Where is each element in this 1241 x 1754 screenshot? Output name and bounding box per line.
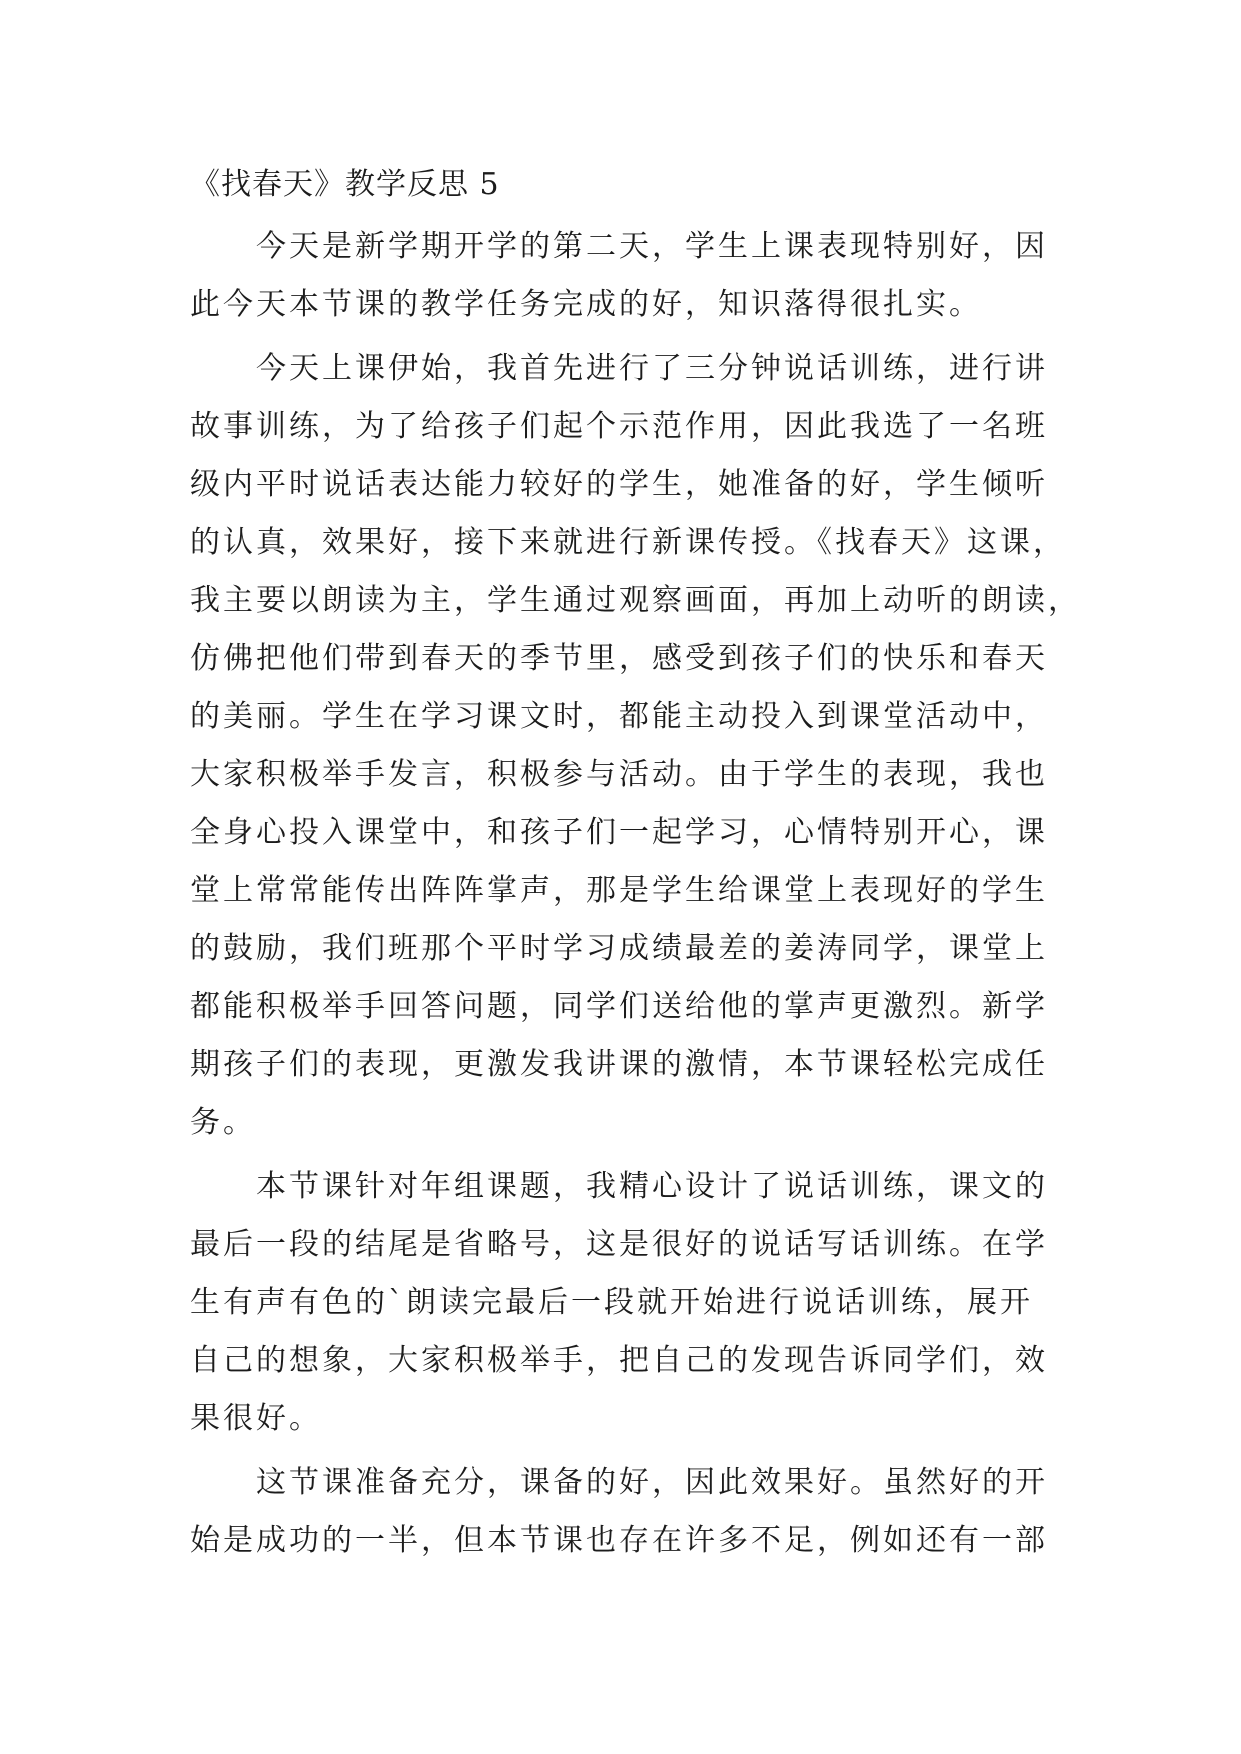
paragraph-line: 的美丽。学生在学习课文时，都能主动投入到课堂活动中， xyxy=(190,699,1048,734)
document-body xyxy=(190,160,1081,1570)
paragraph-3 xyxy=(190,1158,1060,1448)
paragraph-line: 始是成功的一半，但本节课也存在许多不足，例如还有一部 xyxy=(190,1523,1048,1558)
paragraph-line: 今天是新学期开学的第二天，学生上课表现特别好，因 xyxy=(256,229,1048,264)
paragraph-line: 果很好。 xyxy=(190,1401,322,1436)
paragraph-line: 堂上常常能传出阵阵掌声，那是学生给课堂上表现好的学生 xyxy=(190,873,1048,908)
paragraph-2 xyxy=(190,340,1081,1152)
paragraph-line: 全身心投入课堂中，和孩子们一起学习，心情特别开心，课 xyxy=(190,815,1048,850)
paragraph-line: 大家积极举手发言，积极参与活动。由于学生的表现，我也 xyxy=(190,757,1048,792)
paragraph-line: 故事训练，为了给孩子们起个示范作用，因此我选了一名班 xyxy=(190,409,1048,444)
paragraph-line: 的认真，效果好，接下来就进行新课传授。《找春天》这课， xyxy=(190,525,1066,560)
paragraph-line: 最后一段的结尾是省略号，这是很好的说话写话训练。在学 xyxy=(190,1227,1048,1262)
paragraph-line: 这节课准备充分，课备的好，因此效果好。虽然好的开 xyxy=(256,1465,1048,1500)
paragraph-line: 自己的想象，大家积极举手，把自己的发现告诉同学们，效 xyxy=(190,1343,1048,1378)
paragraph-line: 期孩子们的表现，更激发我讲课的激情，本节课轻松完成任 xyxy=(190,1047,1048,1082)
paragraph-line: 的鼓励，我们班那个平时学习成绩最差的姜涛同学，课堂上 xyxy=(190,931,1048,966)
paragraph-line: 都能积极举手回答问题，同学们送给他的掌声更激烈。新学 xyxy=(190,989,1048,1024)
paragraph-4 xyxy=(190,1454,1060,1570)
paragraph-line: 我主要以朗读为主，学生通过观察画面，再加上动听的朗读， xyxy=(190,583,1081,618)
paragraph-line: 级内平时说话表达能力较好的学生，她准备的好，学生倾听 xyxy=(190,467,1048,502)
paragraph-line: 务。 xyxy=(190,1105,256,1140)
paragraph-1 xyxy=(190,218,1060,334)
paragraph-line: 本节课针对年组课题，我精心设计了说话训练，课文的 xyxy=(256,1169,1048,1204)
paragraph-line: 生有声有色的`朗读完最后一段就开始进行说话训练，展开 xyxy=(190,1285,1033,1320)
paragraph-line: 今天上课伊始，我首先进行了三分钟说话训练，进行讲 xyxy=(256,351,1048,386)
paragraph-line: 此今天本节课的教学任务完成的好，知识落得很扎实。 xyxy=(190,287,982,322)
paragraph-line: 仿佛把他们带到春天的季节里，感受到孩子们的快乐和春天 xyxy=(190,641,1048,676)
document-title: 《找春天》教学反思 5 xyxy=(190,167,500,202)
